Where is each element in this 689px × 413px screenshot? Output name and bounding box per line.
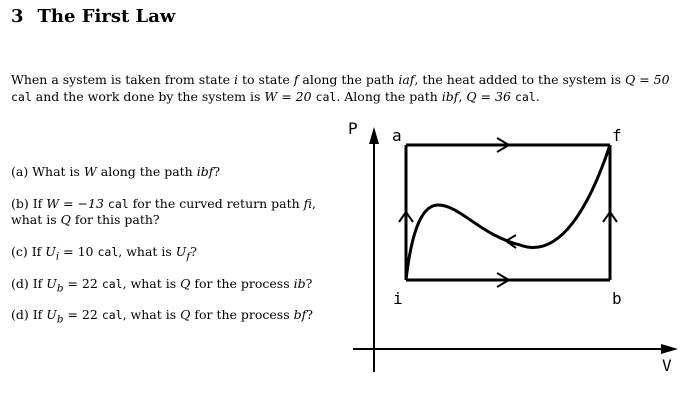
question-text: , what is [122, 307, 181, 322]
unit-cal: cal [101, 277, 123, 291]
unit-cal: cal [107, 197, 129, 211]
question-text: for the process [190, 276, 294, 291]
unit-cal: cal [101, 308, 123, 322]
intro-text: , [458, 89, 467, 104]
label-a: a [392, 126, 402, 145]
var-u: U [46, 307, 57, 322]
section-number: 3 [11, 6, 24, 27]
intro-text: along the path [298, 72, 399, 87]
label-i: i [393, 289, 403, 308]
intro-text: and the work done by the system is [31, 89, 265, 104]
subscript-b: b [56, 313, 64, 326]
unit-cal: cal [97, 245, 119, 259]
subscript-f: f [186, 250, 191, 263]
question-text: for the curved return path [128, 196, 304, 211]
label-v: V [662, 356, 672, 375]
intro-text: , the heat added to the system is [414, 72, 626, 87]
path-bf: bf [293, 307, 307, 322]
subscript-b: b [56, 282, 64, 295]
var-q: Q [60, 212, 71, 227]
work-equation: W = 20 [264, 89, 316, 104]
unit-cal: cal [514, 90, 536, 104]
path-fi: fi [303, 196, 312, 211]
path-iaf: iaf [398, 72, 415, 87]
question-text: ? [213, 164, 221, 179]
unit-cal: cal [11, 90, 32, 104]
question-text: for the process [190, 307, 294, 322]
question-text: ? [306, 307, 313, 322]
label-b: b [612, 289, 622, 308]
path-ib: ib [293, 276, 306, 291]
curved-path-fi [406, 145, 610, 280]
intro-text: . Along the path [336, 89, 442, 104]
label-f: f [612, 126, 622, 145]
state-i: i [233, 72, 238, 87]
question-text: , what is [122, 276, 181, 291]
question-text: , what is [11, 196, 316, 227]
v-axis-arrowhead [661, 344, 678, 354]
question-text: (d) If [11, 276, 47, 291]
question-text: (c) If [11, 244, 46, 259]
unit-cal: cal [315, 90, 337, 104]
p-axis-arrowhead [369, 127, 379, 144]
subscript-i: i [55, 250, 60, 263]
var-u: U [175, 244, 187, 259]
var-q: Q [180, 276, 191, 291]
energy-equation: = 10 [59, 244, 98, 259]
energy-equation: = 22 [63, 276, 102, 291]
var-w: W [83, 164, 97, 179]
label-p: P [348, 119, 358, 138]
question-text: ? [190, 244, 197, 259]
heat-equation: Q = 50 [625, 72, 670, 87]
intro-text: When a system is taken from state [11, 72, 234, 87]
state-f: f [293, 72, 299, 87]
var-u: U [46, 276, 57, 291]
question-text: for this path? [70, 212, 160, 227]
work-equation: W = −13 [46, 196, 108, 211]
question-text: (b) If [11, 196, 47, 211]
question-text: ? [305, 276, 313, 291]
energy-equation: = 22 [63, 307, 102, 322]
question-text: along the path [96, 164, 197, 179]
heat-equation-2: Q = 36 [466, 89, 515, 104]
var-u: U [45, 244, 56, 259]
question-text: (d) If [11, 307, 47, 322]
question-text: (a) What is [11, 164, 84, 179]
path-ibf: ibf [441, 89, 459, 104]
section-title: The First Law [37, 6, 176, 27]
var-q: Q [180, 307, 191, 322]
question-text: , what is [118, 244, 176, 259]
intro-text: to state [237, 72, 294, 87]
path-ibf: ibf [196, 164, 214, 179]
intro-text: . [535, 89, 540, 104]
